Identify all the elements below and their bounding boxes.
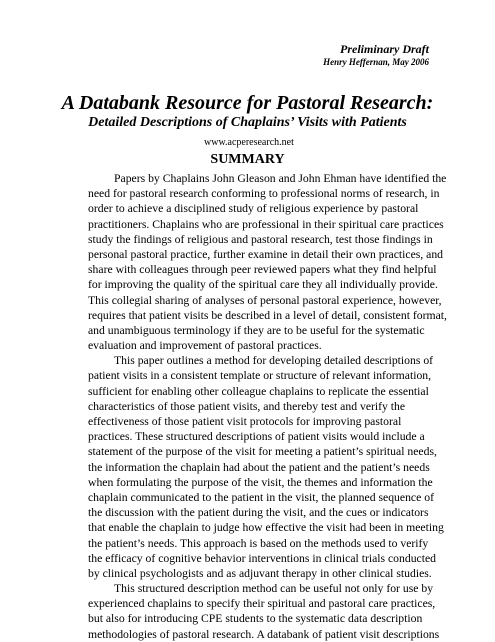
paragraph-line: This structured description method can be useful not only for use by bbox=[114, 582, 434, 596]
author-date: Henry Heffernan, May 2006 bbox=[323, 57, 429, 67]
paragraph-line: effectiveness of those patient visit protocols for improving pastoral bbox=[88, 415, 402, 428]
paragraph-line: and unambiguous terminology if they are to be useful for the systematic bbox=[88, 323, 425, 337]
paragraph-line: patient visits in a consistent template or structure of relevant information, bbox=[88, 369, 432, 383]
paragraph-line: characteristics of those patient visits, and thereby test and verify the bbox=[88, 399, 406, 413]
paragraph-line: chaplain communicated to the patient in the visit, the planned sequence of bbox=[88, 490, 434, 504]
paragraph-line: Papers by Chaplains John Gleason and John Ehman have identified the bbox=[114, 172, 447, 185]
paragraph-line: requires that patient visits be described in a level of detail, consistent format, bbox=[88, 308, 447, 322]
paragraph-line: evaluation and improvement of pastoral practices. bbox=[88, 339, 322, 353]
paragraph-line: need for pastoral research conforming to professional norms of research, in bbox=[88, 187, 440, 201]
paragraph-line: experienced chaplains to specify their spiritual and pastoral care practices, bbox=[88, 597, 436, 611]
paragraph-line: when formulating the purpose of the visit, the themes and information the bbox=[88, 475, 433, 489]
website-url[interactable]: www.acperesearch.net bbox=[204, 137, 294, 148]
paragraph-line: by clinical psychologists and as adjuvant therapy in other clinical studies. bbox=[88, 566, 432, 580]
paragraph-line: for improving the quality of the spiritual care they all individually provide. bbox=[88, 278, 438, 292]
paragraph-line: the information the chaplain had about the patient and the patient’s needs bbox=[88, 460, 430, 474]
draft-label: Preliminary Draft bbox=[340, 42, 429, 56]
paragraph-line: statement of the purpose of the visit for meeting a patient’s spiritual needs, bbox=[88, 445, 437, 459]
paragraph bbox=[88, 581, 440, 642]
paragraph-line: practitioners. Chaplains who are professional in their spiritual care practices bbox=[88, 217, 444, 231]
paper-title: A Databank Resource for Pastoral Research: bbox=[61, 92, 434, 114]
paragraph-line: methodologies of pastoral research. A databank of patient visit descriptions bbox=[88, 627, 440, 641]
draft-header bbox=[323, 42, 429, 68]
paragraph bbox=[88, 171, 447, 353]
paragraph-line: that enable the chaplain to judge how effective the visit had been in meeting bbox=[88, 521, 444, 535]
paragraph-line: personal pastoral practice, further examine in detail their own practices, and bbox=[88, 247, 444, 261]
paragraph-line: practices. These structured descriptions of patient visits would include a bbox=[88, 430, 425, 444]
paragraph-line: the efficacy of cognitive behavior interventions in clinical trials conducted bbox=[88, 551, 437, 565]
paragraph-line: study the findings of religious and pastoral research, test those findings in bbox=[88, 232, 433, 246]
paragraph bbox=[88, 353, 444, 581]
body-text bbox=[88, 171, 447, 642]
paragraph-line: the patient’s needs. This approach is based on the methods used to verify bbox=[88, 536, 429, 550]
paper-subtitle: Detailed Descriptions of Chaplains’ Visits with Patients bbox=[88, 115, 407, 130]
paragraph-line: order to achieve a disciplined study of religious experience by pastoral bbox=[88, 202, 419, 216]
paragraph-line: share with colleagues through peer reviewed papers what they find helpful bbox=[88, 263, 437, 277]
paragraph-line: This collegial sharing of analyses of personal pastoral experience, however, bbox=[88, 293, 442, 307]
paragraph-line: the discussion with the patient during the visit, and the cues or indicators bbox=[88, 506, 429, 520]
section-heading: SUMMARY bbox=[210, 152, 285, 167]
paragraph-line: sufficient for enabling other colleague chaplains to replicate the essential bbox=[88, 384, 429, 398]
paragraph-line: but also for introducing CPE students to the systematic data description bbox=[88, 612, 423, 626]
paragraph-line: This paper outlines a method for developing detailed descriptions of bbox=[114, 354, 434, 368]
